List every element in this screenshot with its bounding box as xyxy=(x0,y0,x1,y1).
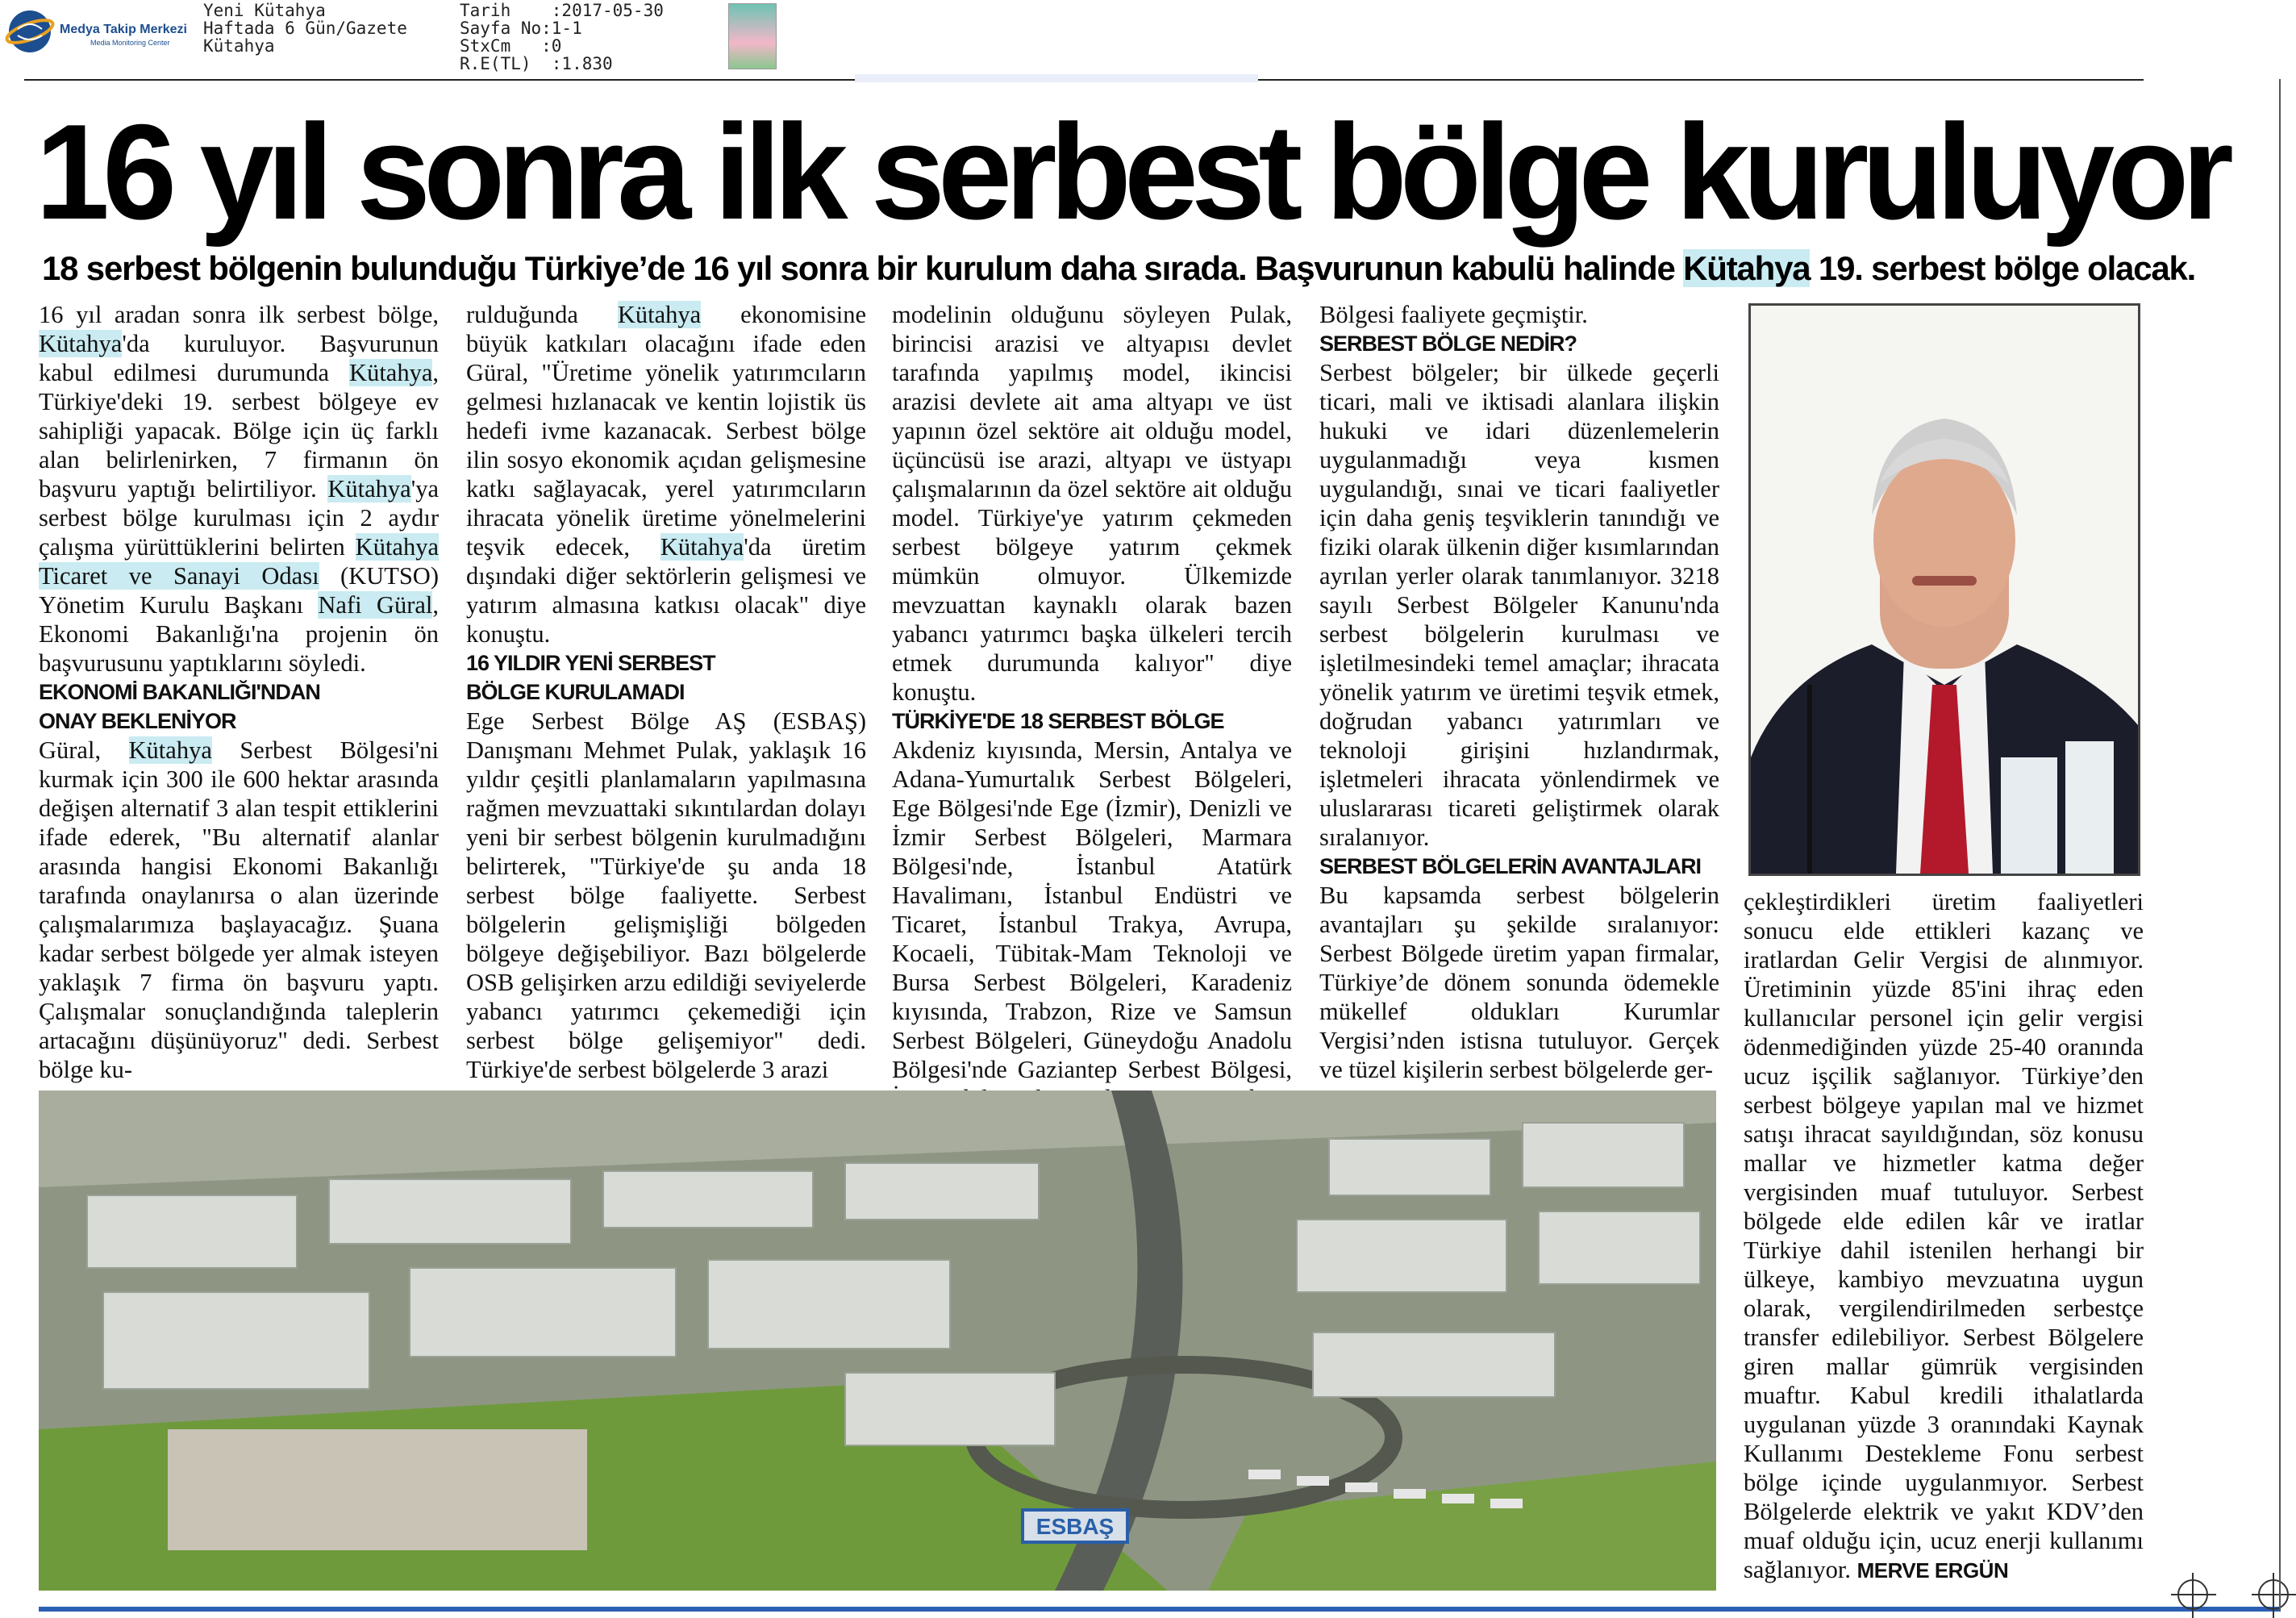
side-rule xyxy=(2279,79,2281,1612)
logo-subtitle: Media Monitoring Center xyxy=(90,39,170,47)
paragraph: 16 yıl aradan sonra ilk serbest bölge, Kütahya'da kuruluyor. Başvurunun kabul edilmesi durumunda Kütahya, Türkiye'deki 19. serbest bölgeye ev sahipliği yapacak. Bölge için üç farklı alan belirlenirken, 7 firmanın ön başvuru yaptığı belirtiliyor. Kütahya'ya serbest bölge kurulması için 2 aydır çalışma yürüttüklerini belirten Kütahya Ticaret ve Sanayi Odası (KUTSO) Yönetim Kurulu Başkanı Nafi Güral, Ekonomi Bakanlığı'na projenin ön başvurusunu yaptıklarını söyledi. xyxy=(39,301,440,677)
paragraph: Akdeniz kıyısında, Mersin, Antalya ve Adana-Yumurtalık Serbest Bölgeleri, Ege Bölgesi'nde Ege (İzmir), Denizli ve İzmir Serbest Bölgeleri, Marmara Bölgesi'nde, İstanbul Atatürk Havalimanı, İstanbul Endüstri ve Ticaret, İstanbul Trakya, Avrupa, Kocaeli, Tübitak-Mam Teknoloji ve Bursa Serbest Bölgeleri, Karadeniz kıyısında, Trabzon, Rize ve Samsun Serbest Bölgeleri, Güneydoğu Anadolu Bölgesi'nde Gaziantep Serbest Bölgesi, xyxy=(892,736,1292,1083)
keyword-highlight: Kütahya xyxy=(39,330,123,357)
keyword-highlight: Kütahya Ticaret ve Sanayi Odası xyxy=(39,533,439,590)
keyword-highlight: Kütahya xyxy=(349,359,433,386)
paragraph: çekleştirdikleri üretim faaliyetleri sonucu elde ettikleri kazanç ve iratlardan Gelir Vergisi de alınmıyor. Üretiminin yüzde 85'ini ihraç eden kullanıcılar personel için gelir vergisi ödenmediğinden yüzde 25-40 oranında ucuz işçilik sağlanıyor. Türkiye’den serbest bölgeye yapılan mal ve hizmet satışı ihracat sayıldığından, söz konusu mallar ve hizmetler katma değer vergisinden muaf tutuluyor. Serbest bölgede elde edilen kâr ve iratlar Türkiye dahil istenilen herhangi bir ülkeye, kambiyo mevzuatına uygun olarak, vergilendirilmeden serbestçe transfer edilebiliyor. Serbest Bölgelere giren mallar gümrük vergisinden muaftır. Kabul kredili ithalatlarda uygulanan yüzde 3 oranındaki Kaynak Kullanımı Destekleme Fonu serbest bölge içinde uygulanmıyor. Serbest Bölgelerde elektrik ve yakıt KDV’den muaf olduğu için, ucuz enerji kullanımı sağlanıyor. MERVE ERGÜN xyxy=(1744,888,2144,1583)
keyword-highlight: Kütahya xyxy=(327,475,411,502)
section-heading: SERBEST BÖLGE NEDİR? xyxy=(1319,332,1577,356)
paragraph: rulduğunda Kütahya ekonomisine büyük katkıları olacağını ifade eden Güral, "Üretime yönelik yatırımcıların gelmesi hızlanacak ve kentin lojistik üs hedefi ivme kazanacak. Serbest bölge ilin sosyo ekonomik açıdan gelişmesine katkı sağlayacak, yerel yatırımcıların ihracata yönelik üretime yönelmelerini teşvik edecek, Kütahya'da üretim dışındaki diğer sektörlerin gelişmesi ve yatırım almasına katkısı olacak" diye konuştu. xyxy=(466,301,866,648)
crop-mark-icon xyxy=(2258,1579,2289,1610)
keyword-highlight: Kütahya xyxy=(617,301,702,328)
portrait-image xyxy=(1751,306,2138,874)
subheadline-text: 18 serbest bölgenin bulunduğu Türkiye’de 16 yıl sonra bir kurulum daha sırada. Başvurunun kabulü halinde xyxy=(42,249,1684,287)
article-column-4 xyxy=(1319,300,1719,1084)
meta-date: Tarih :2017-05-30 xyxy=(460,1,664,20)
meta-stxcm: StxCm :0 xyxy=(460,36,562,56)
author-name: MERVE ERGÜN xyxy=(1856,1558,2009,1583)
aerial-photo xyxy=(39,1090,1716,1591)
logo-title: Medya Takip Merkezi xyxy=(60,23,187,36)
publication-info xyxy=(203,2,407,55)
publication-city: Kütahya xyxy=(203,36,275,56)
globe-logo-icon xyxy=(3,5,56,58)
top-bleed-strip xyxy=(855,74,1258,82)
keyword-highlight: Kütahya xyxy=(660,533,744,561)
paragraph: Bölgesi faaliyete geçmiştir. xyxy=(1319,301,1588,328)
paragraph: Ege Serbest Bölge AŞ (ESBAŞ) Danışmanı Mehmet Pulak, yaklaşık 16 yıldır çeşitli planlamaların yapılmasına rağmen mevzuattaki sıkıntılardan dolayı yeni bir serbest bölgenin kurulmadığını belirterek, "Türkiye'de şu anda 18 serbest bölge faaliyette. Serbest bölgelerin gelişmişliği bölgeden bölgeye değişebiliyor. Bazı bölgelerde OSB gelişirken arzu edildiği seviyelerde yabancı yatırımcı çekemediği için serbest bölge gelişemiyor" dedi. Türkiye'de serbest bölgelerde 3 arazi xyxy=(466,707,866,1083)
paragraph: Güral, Kütahya Serbest Bölgesi'ni kurmak için 300 ile 600 hektar arasında değişen alternatif 3 alan tespit ettiklerini ifade ederek, "Bu alternatif alanlar arasında hangisi Ekonomi Bakanlığı tarafında onaylanırsa o alan üzerinde çalışmalarımıza başlayacağız. Şuana kadar serbest bölgede yer almak isteyen yaklaşık 7 firma ön başvuru yaptı. Çalışmalar sonuçlandığında taleplerin artacağını düşünüyoruz" dedi. Serbest bölge ku- xyxy=(39,736,439,1083)
article-column-3 xyxy=(892,300,1292,1113)
clip-metadata xyxy=(460,2,664,73)
headline: 16 yıl sonra ilk serbest bölge kuruluyor xyxy=(35,96,2227,248)
section-heading: 16 YILDIR YENİ SERBEST BÖLGE KURULAMADI xyxy=(466,651,715,704)
paragraph: Serbest bölgeler; bir ülkede geçerli ticari, mali ve iktisadi alanlara ilişkin hukuki ve idari düzenlemelerin uygulanmadığı veya kısmen uygulandığı, sınai ve ticari faaliyetler için daha geniş teşviklerin tanındığı ve fiziki olarak ülkenin diğer kısımlarından ayrılan yerler olarak tanımlanıyor. 3218 sayılı Serbest Bölgeler Kanunu'nda serbest bölgelerin kurulması ve işletilmesindeki temel amaçlar; ihracata yönelik yatırım ve üretimi teşvik etmek, doğrudan yabancı yatırımları ve teknoloji girişini hızlandırmak, işletmeleri ihracata yönlendirmek ve uluslararası ticareti geliştirmek olarak sıralanıyor. xyxy=(1319,359,1719,851)
article-column-2 xyxy=(466,300,866,1084)
publication-name: Yeni Kütahya xyxy=(203,1,326,20)
keyword-highlight: Kütahya xyxy=(128,736,212,764)
logo xyxy=(3,5,197,61)
meta-value: R.E(TL) :1.830 xyxy=(460,54,613,73)
section-heading: TÜRKİYE'DE 18 SERBEST BÖLGE xyxy=(892,709,1224,733)
section-heading: EKONOMİ BAKANLIĞI'NDAN ONAY BEKLENİYOR xyxy=(39,680,320,733)
keyword-highlight: Nafi Güral xyxy=(318,591,433,619)
publication-frequency: Haftada 6 Gün/Gazete xyxy=(203,19,407,38)
subheadline xyxy=(42,250,2195,287)
crop-mark-icon xyxy=(2177,1579,2208,1610)
article-column-5 xyxy=(1744,887,2144,1585)
portrait-photo xyxy=(1748,303,2140,876)
section-heading: SERBEST BÖLGELERİN AVANTAJLARI xyxy=(1319,854,1702,878)
subheadline-city: Kütahya xyxy=(1683,249,1811,287)
aerial-image xyxy=(39,1090,1716,1591)
bottom-border xyxy=(39,1607,2281,1612)
page-thumbnail[interactable] xyxy=(728,3,777,69)
paragraph: Bu kapsamda serbest bölgelerin avantajları şu şekilde sıralanıyor: Serbest Bölgede üretim yapan firmalar, Türkiye’de dönem sonunda ödemekle mükellef oldukları Kurumlar Vergisi’nden istisna tutuluyor. Gerçek ve tüzel kişilerin serbest bölgelerde ger- xyxy=(1319,882,1719,1083)
esbas-sign: ESBAŞ xyxy=(1035,1514,1115,1539)
paragraph: modelinin olduğunu söyleyen Pulak, birincisi arazisi ve altyapısı devlet tarafında yapılmış model, ikincisi arazisi devlete ait ama altyapı ve üst yapının özel sektöre ait olduğu model, üçüncüsü ise arazi, altyapı ve üstyapı çalışmalarının da özel sektöre ait olduğu model. Türkiye'ye yatırım çekmeden serbest bölgeye yatırım çekmek mümkün olmuyor. Ülkemizde mevzuattan kaynaklı olarak bazen yabancı yatırımcı başka ülkeleri tercih etmek durumunda kalıyor" diye konuştu. xyxy=(892,301,1292,706)
article-column-1 xyxy=(39,300,439,1084)
subheadline-end: 19. serbest bölge olacak. xyxy=(1810,249,2196,287)
meta-page: Sayfa No:1-1 xyxy=(460,19,582,38)
